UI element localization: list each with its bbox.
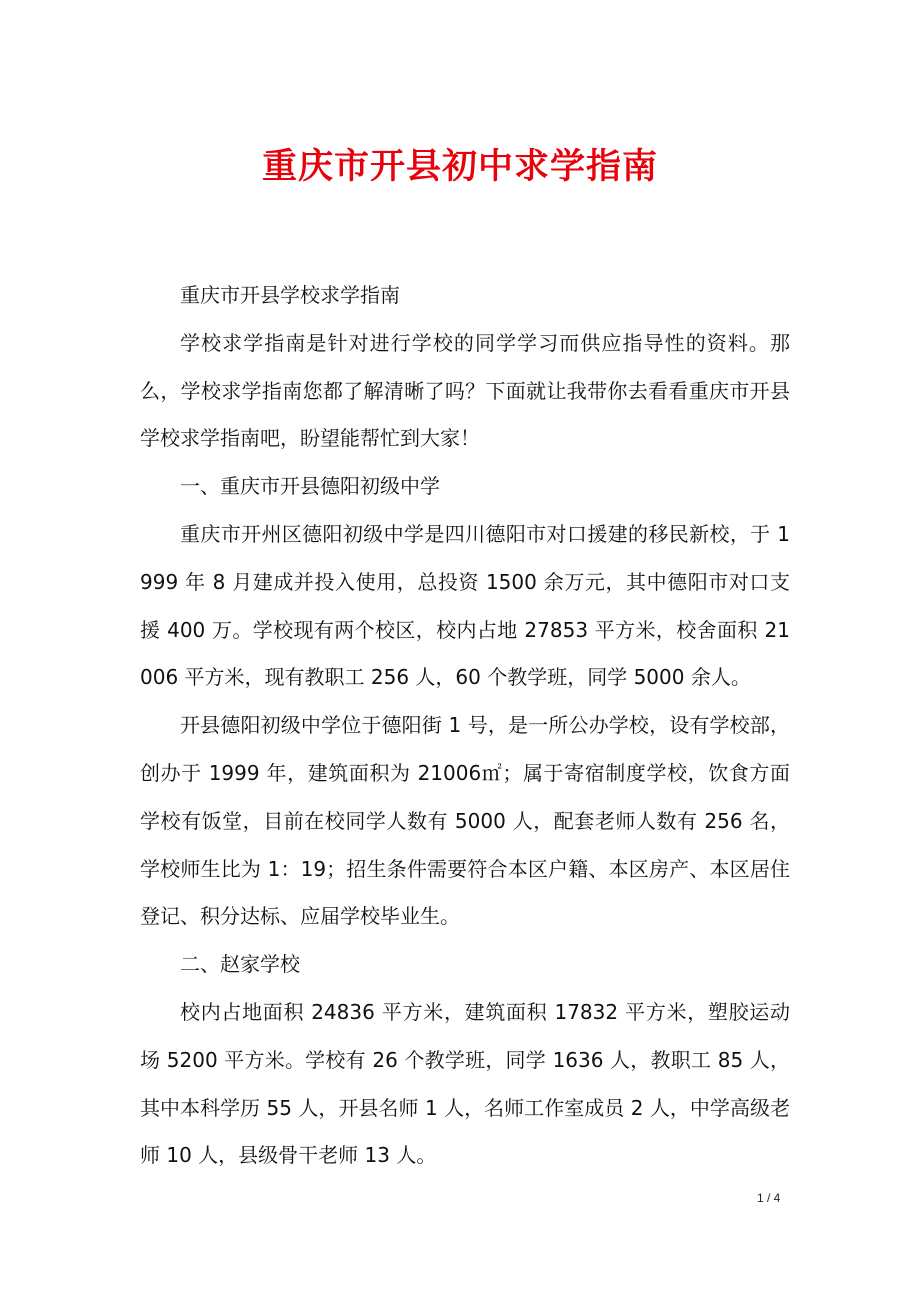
section-heading-zhaojia: 二、赵家学校 <box>180 952 300 977</box>
paragraph-zhaojia-details: 校内占地面积 24836 平方米，建筑面积 17832 平方米，塑胶运动场 5200 平方米。学校有 26 个教学班，同学 1636 人，教职工 85 人，其中本科学历 55 人，开县名师 1 人，名师工作室成员 2 人，中学高级老师 10 人，县级骨干老师 13 人。 <box>140 999 790 1168</box>
paragraph-intro: 学校求学指南是针对进行学校的同学学习而供应指导性的资料。那么，学校求学指南您都了解清晰了吗？下面就让我带你去看看重庆市开县学校求学指南吧，盼望能帮忙到大家！ <box>140 330 790 451</box>
paragraph-subtitle: 重庆市开县学校求学指南 <box>180 283 400 307</box>
page-number: 1 / 4 <box>757 1191 781 1205</box>
paragraph-deyang-overview: 重庆市开州区德阳初级中学是四川德阳市对口援建的移民新校，于 1999 年 8 月建成并投入使用，总投资 1500 余万元，其中德阳市对口支援 400 万。学校现有两个校区，校内占地 27853 平方米，校舍面积 21006 平方米，现有教职工 256 人，60 个教学班，同学 5000 余人。 <box>140 521 790 690</box>
section-heading-deyang: 一、重庆市开县德阳初级中学 <box>180 474 440 499</box>
document-title: 重庆市开县初中求学指南 <box>261 146 658 187</box>
paragraph-deyang-details: 开县德阳初级中学位于德阳街 1 号，是一所公办学校，设有学校部，创办于 1999 年，建筑面积为 21006㎡；属于寄宿制度学校，饮食方面学校有饭堂，目前在校同学人数有 5000 人，配套老师人数有 256 名，学校师生比为 1：19；招生条件需要符合本区户籍、本区房产、本区居住登记、积分达标、应届学校毕业生。 <box>140 713 790 929</box>
document-body <box>140 272 790 1180</box>
